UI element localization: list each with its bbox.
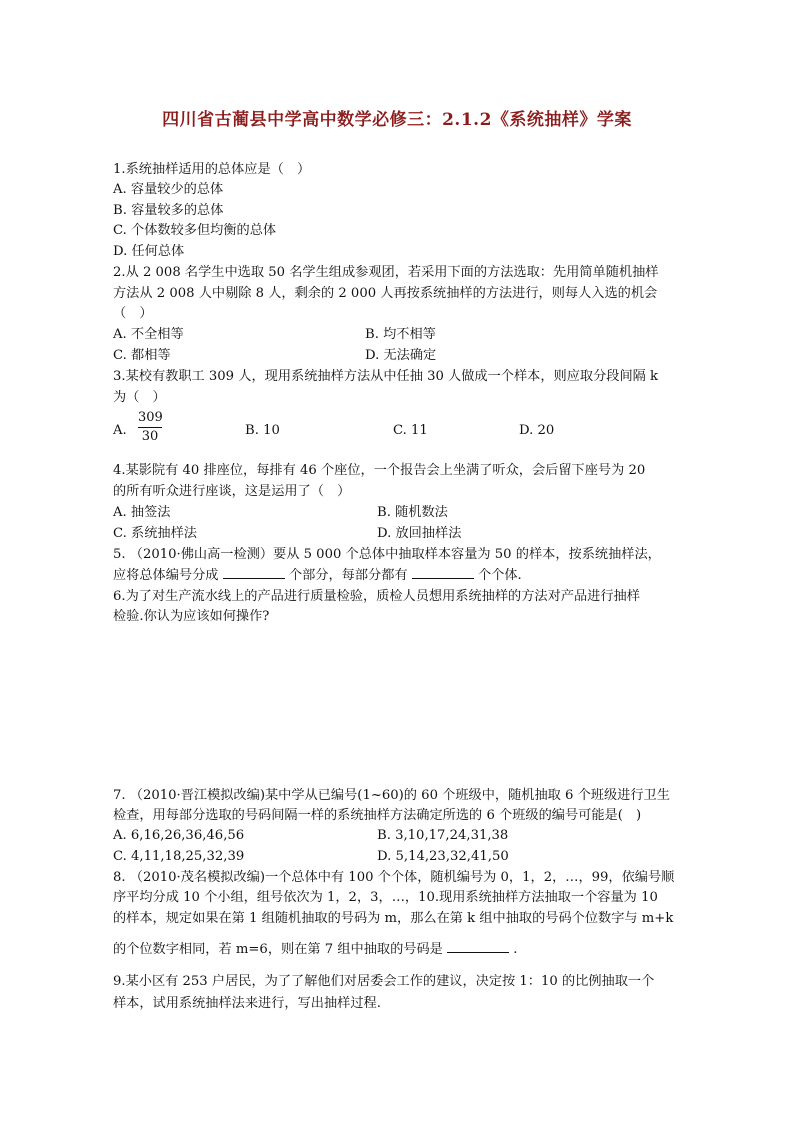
q8-line4 (113, 940, 517, 959)
q7-option-a: A. 6,16,26,36,46,56 (113, 828, 245, 843)
q4-option-b: B. 随机数法 (377, 505, 448, 520)
q3-option-b: B. 10 (245, 423, 280, 438)
q8-text-b: . (513, 942, 518, 957)
q8-line2: 序平均分成 10 个小组，组号依次为 1，2，3，…，10.现用系统抽样方法抽取一个容量为 10 (113, 890, 658, 905)
q4-option-c: C. 系统抽样法 (113, 526, 197, 541)
q5-text-c: 个个体. (478, 568, 522, 583)
q6-line2: 检验.你认为应该如何操作? (113, 609, 270, 624)
q5-line1: 5. （2010·佛山高一检测）要从 5 000 个总体中抽取样本容量为 50 的样本，按系统抽样法， (113, 547, 661, 562)
q3-line2: 为（ ） (113, 390, 166, 405)
q4-option-a: A. 抽签法 (113, 505, 171, 520)
q7-option-b: B. 3,10,17,24,31,38 (377, 828, 509, 843)
q2-option-b: B. 均不相等 (365, 327, 436, 342)
q2-option-a: A. 不全相等 (113, 327, 184, 342)
q3-option-c: C. 11 (393, 423, 428, 438)
q3-option-a-label: A. (113, 423, 127, 438)
q3-line1: 3.某校有教职工 309 人，现用系统抽样方法从中任抽 30 人做成一个样本，则应取分段间隔 k (113, 369, 659, 384)
fraction-numerator: 309 (138, 410, 163, 425)
q9-line2: 样本，试用系统抽样法来进行，写出抽样过程. (113, 996, 381, 1011)
q1-stem: 1.系统抽样适用的总体应是（ ） (113, 162, 311, 177)
q8-text-a: 的个位数字相同，若 m=6，则在第 7 组中抽取的号码是 (113, 942, 443, 957)
q6-line1: 6.为了对生产流水线上的产品进行质量检验，质检人员想用系统抽样的方法对产品进行抽样 (113, 589, 640, 604)
q8-line3: 的样本，规定如果在第 1 组随机抽取的号码为 m，那么在第 k 组中抽取的号码个位数字与 m+k (113, 911, 674, 926)
q4-line2: 的所有听众进行座谈，这是运用了（ ） (113, 484, 351, 499)
q8-line1: 8. （2010·茂名模拟改编)一个总体中有 100 个个体，随机编号为 0，1，2，…，99，依编号顺 (113, 870, 675, 885)
q8-answer-blank[interactable] (447, 940, 509, 953)
q4-option-d: D. 放回抽样法 (377, 526, 462, 541)
q7-line2: 检查，用每部分选取的号码间隔一样的系统抽样方法确定所选的 6 个班级的编号可能是( ) (113, 808, 642, 823)
q7-option-d: D. 5,14,23,32,41,50 (377, 849, 509, 864)
q2-line2: 方法从 2 008 人中剔除 8 人，剩余的 2 000 人再按系统抽样的方法进行，则每人入选的机会 (113, 286, 658, 301)
q5-line2 (113, 566, 522, 585)
page-title: 四川省古蔺县中学高中数学必修三：2.1.2《系统抽样》学案 (162, 110, 632, 130)
q2-option-c: C. 都相等 (113, 348, 171, 363)
q2-line3: （ ） (113, 306, 153, 321)
fraction-denominator: 30 (141, 429, 159, 444)
q7-option-c: C. 4,11,18,25,32,39 (113, 849, 245, 864)
q7-line1: 7. （2010·晋江模拟改编)某中学从已编号(1~60)的 60 个班级中，随机抽取 6 个班级进行卫生 (113, 788, 670, 803)
fraction-bar (138, 427, 162, 428)
q1-option-a: A. 容量较少的总体 (113, 182, 224, 197)
q2-line1: 2.从 2 008 名学生中选取 50 名学生组成参观团，若采用下面的方法选取：先用简单随机抽样 (113, 265, 659, 280)
q2-option-d: D. 无法确定 (365, 348, 437, 363)
q5-answer-blank-1[interactable] (223, 566, 285, 579)
q9-line1: 9.某小区有 253 户居民，为了了解他们对居委会工作的建议，决定按 1：10 的比例抽取一个 (113, 974, 655, 989)
q5-answer-blank-2[interactable] (412, 566, 474, 579)
q5-text-a: 应将总体编号分成 (113, 568, 219, 583)
q3-option-a-fraction (138, 410, 162, 445)
q4-line1: 4.某影院有 40 排座位，每排有 46 个座位，一个报告会上坐满了听众，会后留下座号为 20 (113, 463, 646, 478)
q1-option-d: D. 任何总体 (113, 244, 185, 259)
q1-option-c: C. 个体数较多但均衡的总体 (113, 223, 277, 238)
q3-option-d: D. 20 (519, 423, 555, 438)
q5-text-b: 个部分，每部分都有 (288, 568, 408, 583)
q1-option-b: B. 容量较多的总体 (113, 203, 224, 218)
